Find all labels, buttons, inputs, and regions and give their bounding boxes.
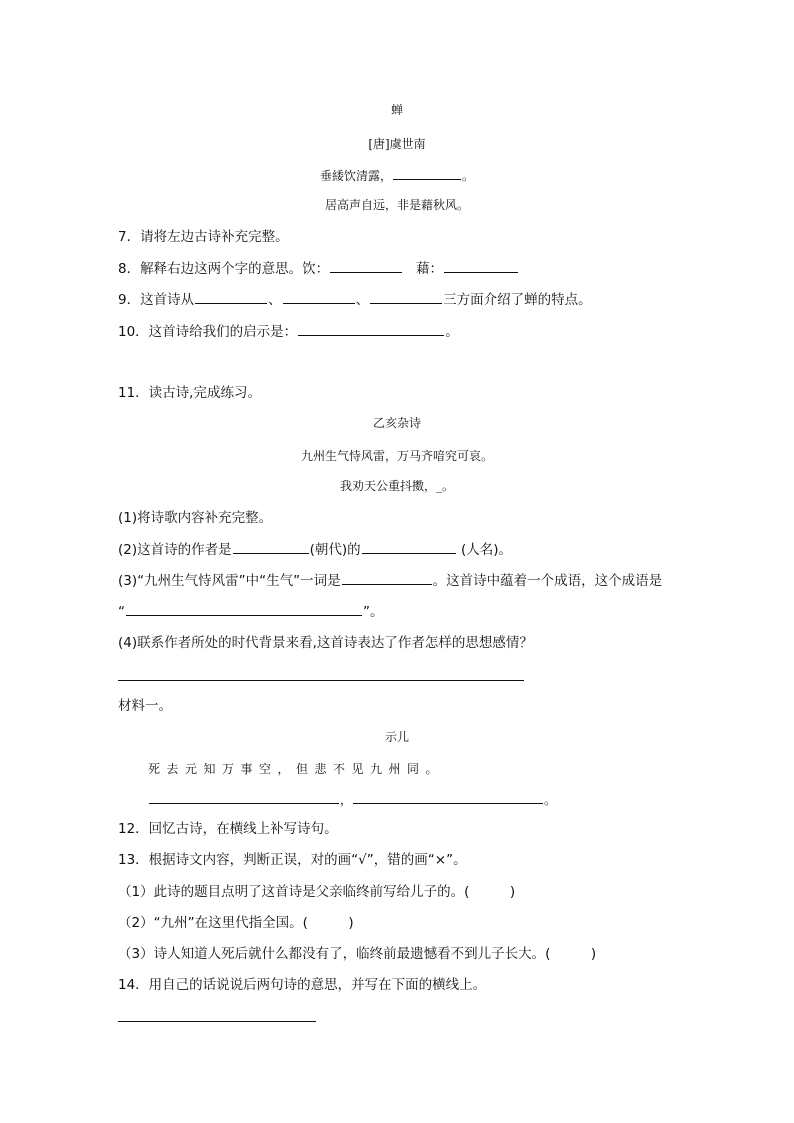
question-8-ji-label: 藉： <box>415 261 443 277</box>
answer-blank-idiom[interactable] <box>126 602 362 616</box>
question-11-4: (4)联系作者所处的时代背景来看,这首诗表达了作者怎样的思想感情？ <box>118 635 533 651</box>
answer-blank-shengqi[interactable] <box>342 571 432 585</box>
question-11-2-end: (人名)。 <box>456 542 512 558</box>
question-9-end: 三方面介绍了蝉的特点。 <box>443 292 592 308</box>
question-9 <box>118 290 592 309</box>
question-13: 13．根据诗文内容，判断正误，对的画“√”，错的画“×”。 <box>118 852 467 868</box>
answer-line-14[interactable] <box>118 1021 316 1022</box>
answer-blank-inspiration[interactable] <box>298 322 444 336</box>
close-quote: ”。 <box>363 604 384 620</box>
poem1-line1-end: 。 <box>462 169 475 183</box>
poem1-line1-text: 垂緌饮清露， <box>319 169 392 183</box>
poem3-line1: 死去元知万事空，但悲不见九州同。 <box>148 762 445 776</box>
answer-blank-poem-line-b[interactable] <box>353 790 543 804</box>
question-10 <box>118 322 459 341</box>
question-12: 12．回忆古诗，在横线上补写诗句。 <box>118 821 338 837</box>
question-13-3: （3）诗人知道人死后就什么都没有了，临终前最遗憾看不到儿子长大。( ) <box>118 946 597 962</box>
poem1-author: [唐]虞世南 <box>368 137 426 151</box>
question-11-3 <box>118 571 662 590</box>
question-13-1: （1）此诗的题目点明了这首诗是父亲临终前写给儿子的。( ) <box>118 884 516 900</box>
question-11-1: (1)将诗歌内容补充完整。 <box>118 510 273 526</box>
material-label: 材料一。 <box>118 698 172 714</box>
question-9-text: 9．这首诗从 <box>118 292 195 308</box>
poem2-title: 乙亥杂诗 <box>372 416 421 430</box>
answer-blank-aspect-2[interactable] <box>283 290 355 304</box>
question-7: 7．请将左边古诗补充完整。 <box>118 229 289 245</box>
question-13-2: （2）“九州”在这里代指全国。( ) <box>118 915 354 931</box>
answer-blank-aspect-1[interactable] <box>195 290 267 304</box>
open-quote: “ <box>118 604 125 620</box>
answer-blank-yin[interactable] <box>330 259 402 273</box>
poem1-line1 <box>0 166 794 184</box>
period: 。 <box>544 793 557 807</box>
answer-blank-dynasty[interactable] <box>233 540 309 554</box>
poem3-line2 <box>148 790 556 808</box>
separator: 、 <box>355 292 370 308</box>
separator: 、 <box>268 292 282 308</box>
answer-blank-ji[interactable] <box>444 259 518 273</box>
poem3-title: 示儿 <box>384 730 409 744</box>
question-8 <box>118 259 519 278</box>
comma: ， <box>340 793 353 807</box>
poem2-line1: 九州生气恃风雷，万马齐喑究可哀。 <box>300 449 493 463</box>
question-11-2-text: (2)这首诗的作者是 <box>118 542 232 558</box>
question-10-end: 。 <box>445 324 459 340</box>
question-11-3-mid: 。这首诗中蕴着一个成语，这个成语是 <box>432 573 663 589</box>
question-11-2-mid: (朝代)的 <box>309 542 361 558</box>
poem1-title: 蝉 <box>390 103 403 117</box>
question-8-text: 8．解释右边这两个字的意思。饮： <box>118 261 330 277</box>
question-11-2 <box>118 540 512 559</box>
poem1-line1-blank[interactable] <box>393 166 461 180</box>
answer-blank-poem-line-a[interactable] <box>149 790 339 804</box>
question-11-3-text: (3)“九州生气恃风雷”中“生气”一词是 <box>118 573 341 589</box>
question-11-3-idiom <box>118 602 384 621</box>
question-10-text: 10．这首诗给我们的启示是： <box>118 324 298 340</box>
answer-blank-author[interactable] <box>362 540 456 554</box>
poem1-line2: 居高声自远，非是藉秋风。 <box>324 198 469 212</box>
question-14: 14．用自己的话说说后两句诗的意思，并写在下面的横线上。 <box>118 977 487 993</box>
answer-line-11-4[interactable] <box>118 680 524 681</box>
question-11: 11．读古诗,完成练习。 <box>118 385 261 401</box>
answer-blank-aspect-3[interactable] <box>370 290 442 304</box>
poem2-line2: 我劝天公重抖擞，_。 <box>339 479 454 493</box>
